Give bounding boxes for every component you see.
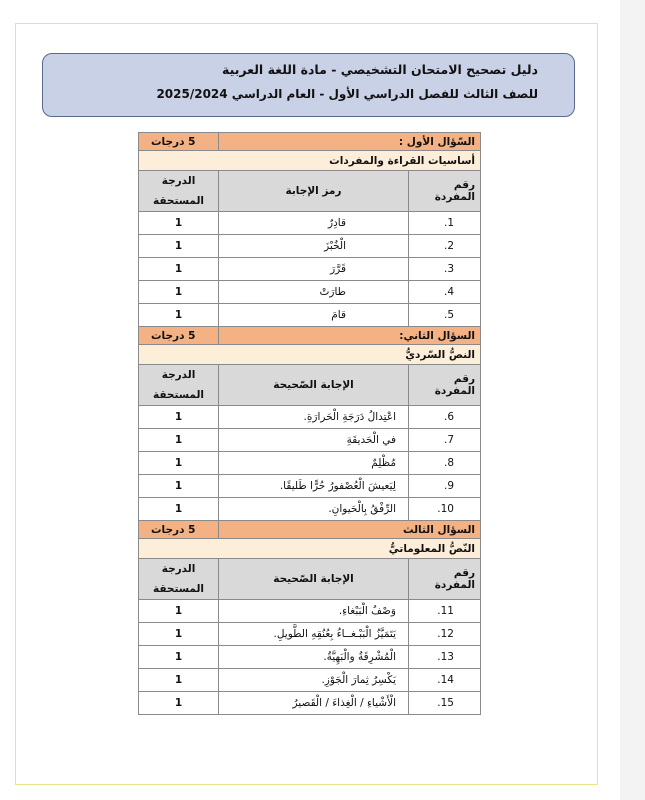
table-row xyxy=(139,258,481,281)
section-header xyxy=(139,327,481,345)
item-number: 9. xyxy=(409,475,481,498)
column-header-degree: الدرجة المستحقة xyxy=(139,171,219,212)
viewer-side-panel xyxy=(620,0,645,800)
column-header-row xyxy=(139,559,481,600)
section-title: السؤال الثاني: xyxy=(219,327,481,345)
table-row xyxy=(139,646,481,669)
column-header-row xyxy=(139,365,481,406)
table-row xyxy=(139,452,481,475)
item-degree: 1 xyxy=(139,600,219,623)
item-degree: 1 xyxy=(139,429,219,452)
column-header-answer: الإجابة الصّحيحة xyxy=(219,365,409,406)
item-degree: 1 xyxy=(139,452,219,475)
section-title: السؤال الثالث xyxy=(219,521,481,539)
table-row xyxy=(139,692,481,715)
item-number: 6. xyxy=(409,406,481,429)
column-header-item-number: رقم المفردة xyxy=(409,171,481,212)
header-title: دليل تصحيح الامتحان التشخيصي - مادة اللغة العربية xyxy=(222,62,538,77)
table-row xyxy=(139,623,481,646)
item-answer: الْمُشْرِقَةُ والْبَهِيَّةُ. xyxy=(219,646,409,669)
table-row xyxy=(139,235,481,258)
item-answer: قادِرٌ xyxy=(219,212,409,235)
answer-key-table xyxy=(138,132,481,715)
column-header-row xyxy=(139,171,481,212)
item-number: 7. xyxy=(409,429,481,452)
table-row xyxy=(139,669,481,692)
item-degree: 1 xyxy=(139,406,219,429)
header-subtitle: للصف الثالث للفصل الدراسي الأول - العام الدراسي 2025/2024 xyxy=(156,87,538,101)
item-answer: قامَ xyxy=(219,304,409,327)
column-header-answer: الإجابة الصّحيحة xyxy=(219,559,409,600)
column-header-degree: الدرجة المستحقة xyxy=(139,559,219,600)
section-subheader xyxy=(139,345,481,365)
section-subtitle: أساسيات القراءة والمفردات xyxy=(139,151,481,171)
item-number: 8. xyxy=(409,452,481,475)
item-answer: الْخُبْزَ xyxy=(219,235,409,258)
table-row xyxy=(139,304,481,327)
item-degree: 1 xyxy=(139,212,219,235)
section-subheader xyxy=(139,151,481,171)
section-subheader xyxy=(139,539,481,559)
item-number: 15. xyxy=(409,692,481,715)
item-answer: في الْحَديقَةِ xyxy=(219,429,409,452)
item-degree: 1 xyxy=(139,235,219,258)
item-degree: 1 xyxy=(139,646,219,669)
item-number: 12. xyxy=(409,623,481,646)
item-answer: اعْتِدالُ دَرَجَةِ الْحَرارَةِ. xyxy=(219,406,409,429)
item-degree: 1 xyxy=(139,475,219,498)
item-number: 11. xyxy=(409,600,481,623)
item-answer: لِيَعيشَ الْعُصْفورُ حُرًّا طَليقًا. xyxy=(219,475,409,498)
item-answer: وَصْفُ الْبَبْغاءِ. xyxy=(219,600,409,623)
item-number: 14. xyxy=(409,669,481,692)
item-answer: الْأَشْياءِ / الْغِذاءَ / الْقَصيرُ xyxy=(219,692,409,715)
item-degree: 1 xyxy=(139,304,219,327)
item-degree: 1 xyxy=(139,281,219,304)
table-row xyxy=(139,475,481,498)
section-header xyxy=(139,133,481,151)
item-answer: طارَتْ xyxy=(219,281,409,304)
table-row xyxy=(139,406,481,429)
item-degree: 1 xyxy=(139,498,219,521)
item-number: 1. xyxy=(409,212,481,235)
column-header-item-number: رقم المفردة xyxy=(409,559,481,600)
table-row xyxy=(139,429,481,452)
item-degree: 1 xyxy=(139,258,219,281)
table-row xyxy=(139,212,481,235)
column-header-answer: رمز الإجابة xyxy=(219,171,409,212)
item-answer: قَرَّرَ xyxy=(219,258,409,281)
section-points: 5 درجات xyxy=(139,133,219,151)
item-number: 10. xyxy=(409,498,481,521)
item-answer: مُظْلِمٌ xyxy=(219,452,409,475)
table-row xyxy=(139,600,481,623)
table-row xyxy=(139,498,481,521)
item-answer: الرِّفْقُ بِالْحَيوانِ. xyxy=(219,498,409,521)
item-answer: يَكْسِرُ ثِمارَ الْجَوْزِ. xyxy=(219,669,409,692)
item-number: 3. xyxy=(409,258,481,281)
item-degree: 1 xyxy=(139,669,219,692)
item-degree: 1 xyxy=(139,692,219,715)
item-degree: 1 xyxy=(139,623,219,646)
section-subtitle: النصُّ السّرديُّ xyxy=(139,345,481,365)
item-number: 13. xyxy=(409,646,481,669)
section-subtitle: النّصُّ المعلوماتيُّ xyxy=(139,539,481,559)
section-title: السّؤال الأول : xyxy=(219,133,481,151)
item-answer: يَتَمَيَّزُ الْبَبْـغــاءُ بِعُنُقِهِ الطَّويلِ. xyxy=(219,623,409,646)
column-header-item-number: رقم المفردة xyxy=(409,365,481,406)
document-header xyxy=(42,53,575,117)
section-points: 5 درجات xyxy=(139,327,219,345)
section-header xyxy=(139,521,481,539)
item-number: 2. xyxy=(409,235,481,258)
item-number: 4. xyxy=(409,281,481,304)
section-points: 5 درجات xyxy=(139,521,219,539)
item-number: 5. xyxy=(409,304,481,327)
table-row xyxy=(139,281,481,304)
column-header-degree: الدرجة المستحقة xyxy=(139,365,219,406)
